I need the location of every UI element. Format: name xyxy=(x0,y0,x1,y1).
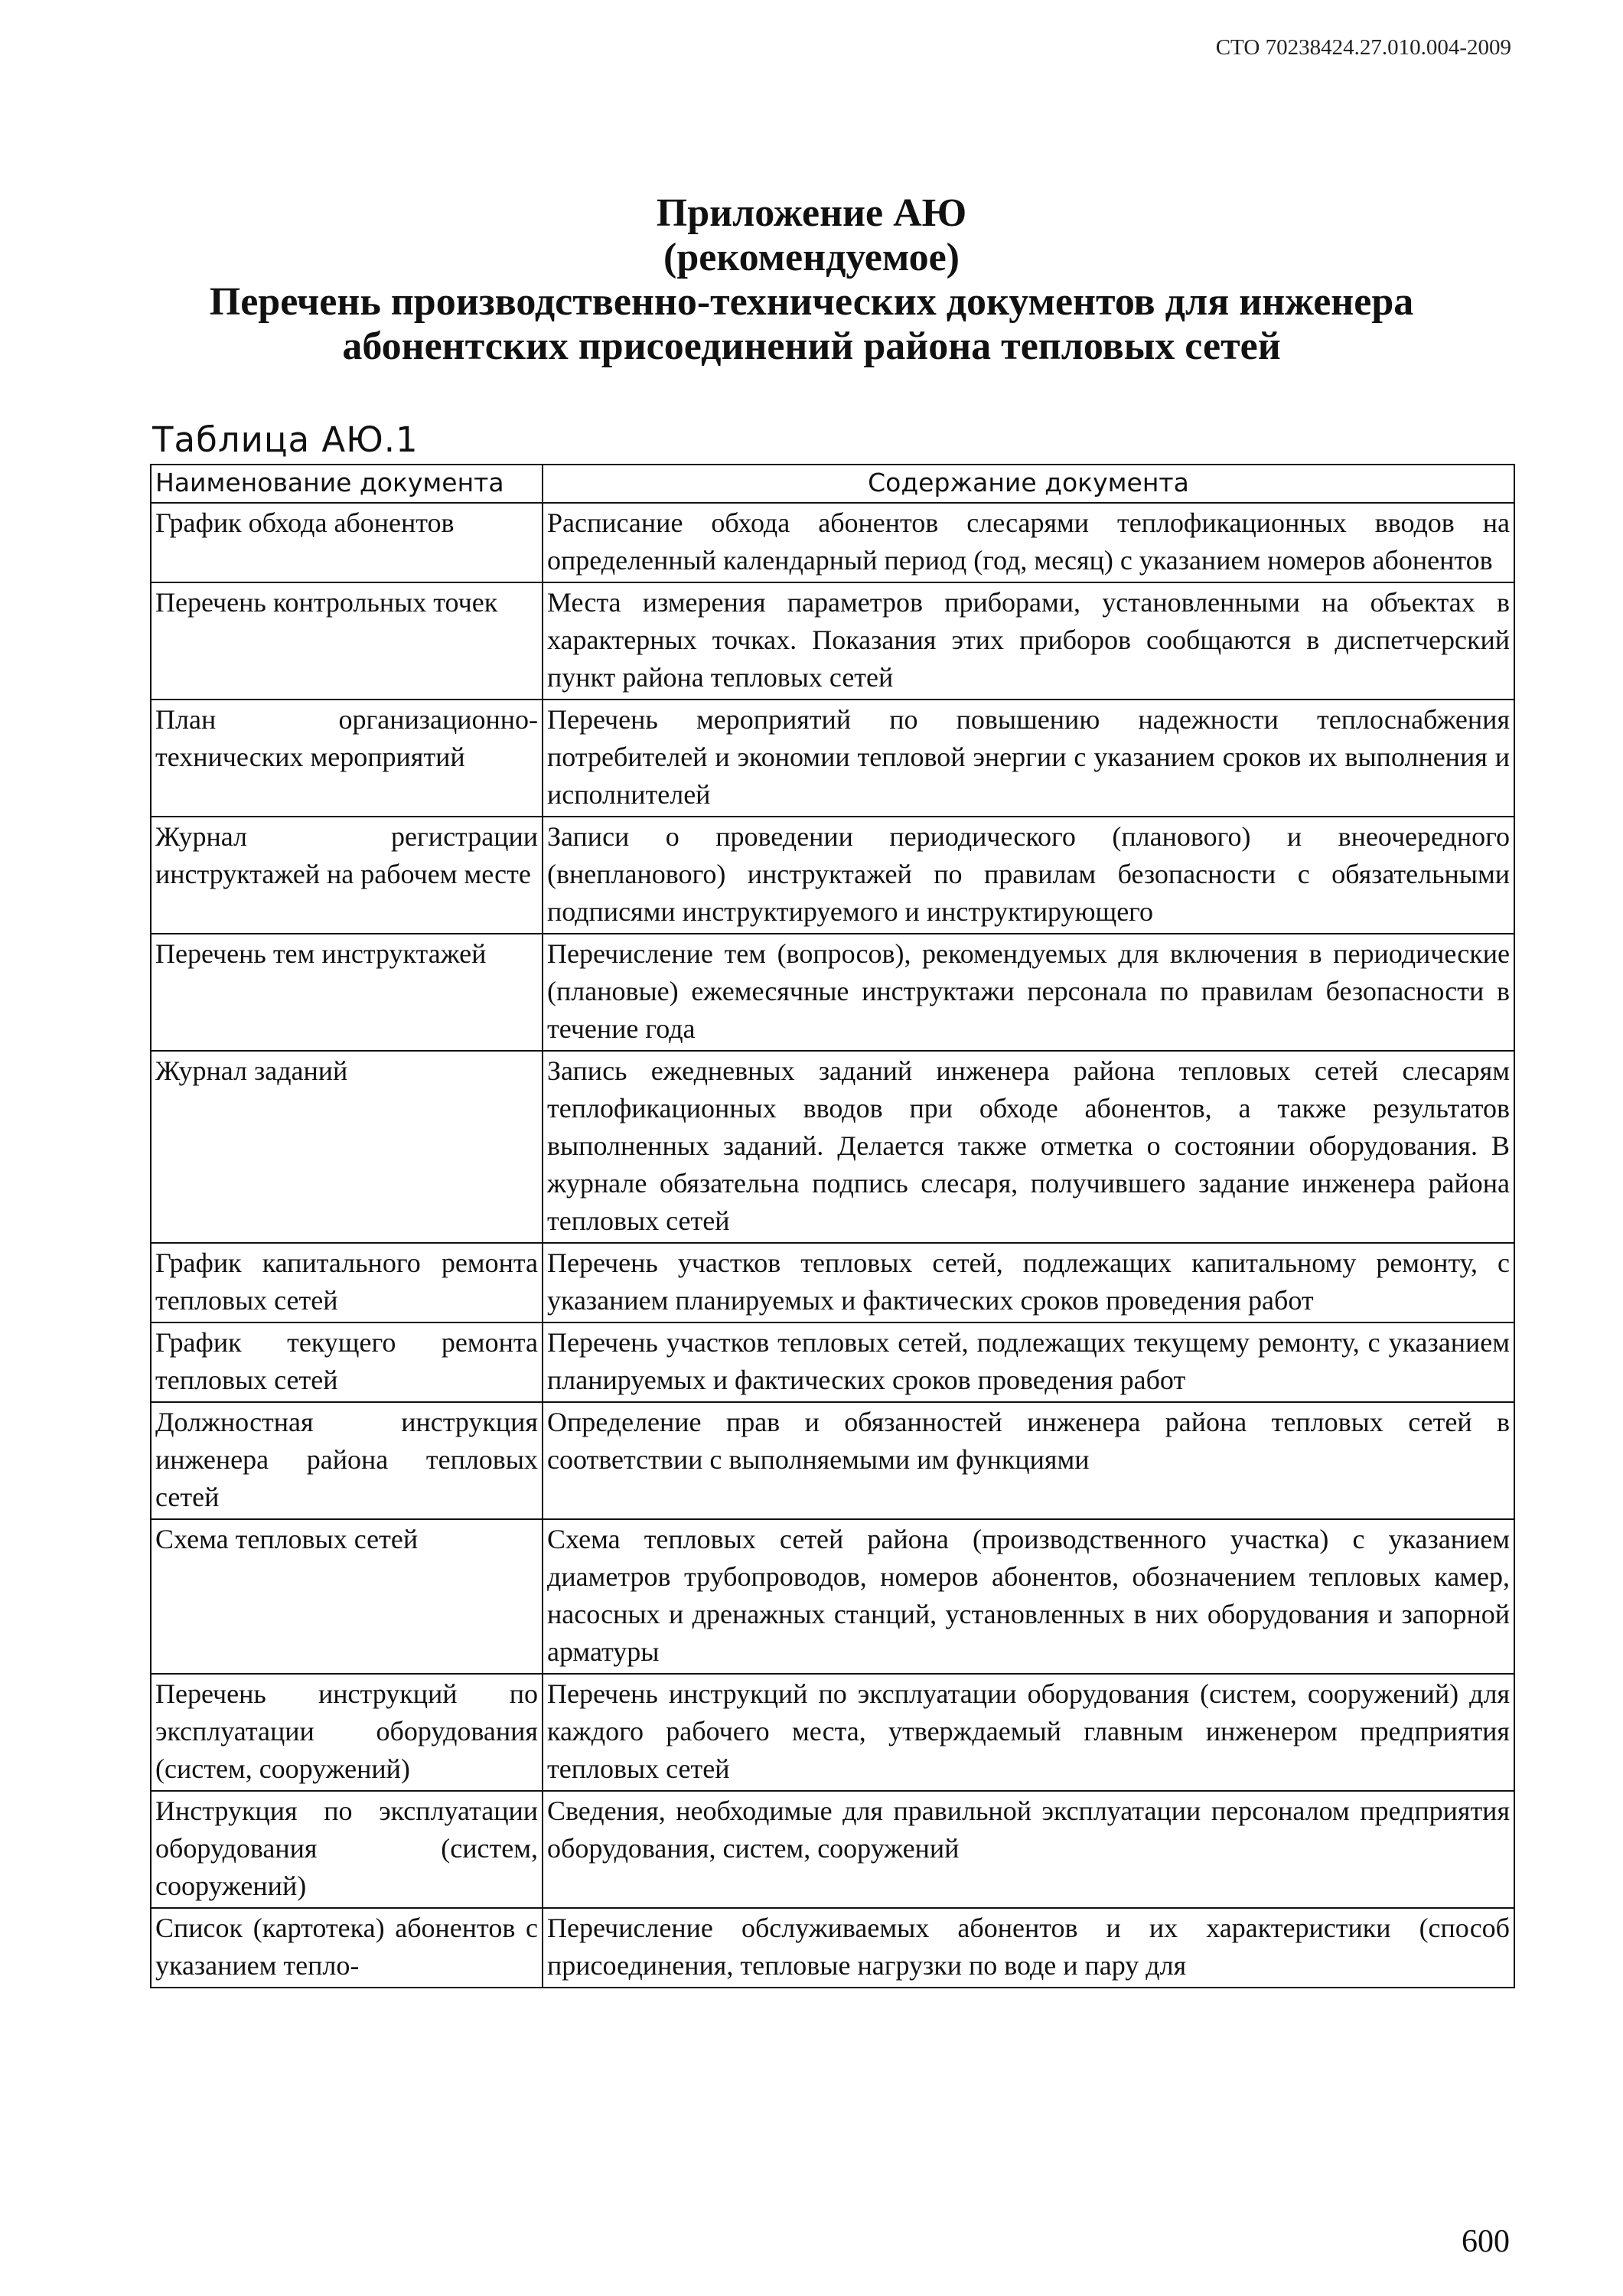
document-name-cell: План организационно-технических мероприятий xyxy=(151,700,543,817)
table-row xyxy=(151,817,1514,934)
document-name-cell: Должностная инструкция инженера района тепловых сетей xyxy=(151,1402,543,1519)
documents-table xyxy=(150,464,1515,1988)
table-row xyxy=(151,700,1514,817)
table-header-row xyxy=(151,465,1514,503)
document-name-cell: Перечень тем инструктажей xyxy=(151,934,543,1051)
document-content-cell: Записи о проведении периодического (планового) и внеочередного (внепланового) инструктажей по правилам безопасности с обязательными подписями инструктируемого и инструктирующего xyxy=(543,817,1514,934)
table-body xyxy=(151,503,1514,1988)
document-content-cell: Запись ежедневных заданий инженера района тепловых сетей слесарям теплофикационных вводов при обходе абонентов, а также результатов выполненных заданий. Делается также отметка о состоянии оборудования. В журнале обязательна подпись слесаря, получившего задание инженера района тепловых сетей xyxy=(543,1051,1514,1243)
page-number: 600 xyxy=(1462,2224,1510,2259)
document-content-cell: Сведения, необходимые для правильной эксплуатации персоналом предприятия оборудования, систем, сооружений xyxy=(543,1791,1514,1908)
appendix-heading-line: Перечень производственно-технических документов для инженера xyxy=(209,280,1414,324)
document-name-cell: График капитального ремонта тепловых сетей xyxy=(151,1243,543,1322)
appendix-subtitle-line: (рекомендуемое) xyxy=(663,236,960,279)
document-content-cell: Перечень участков тепловых сетей, подлежащих капитальному ремонту, с указанием планируемых и фактических сроков проведения работ xyxy=(543,1243,1514,1322)
document-content-cell: Расписание обхода абонентов слесарями теплофикационных вводов на определенный календарный период (год, месяц) с указанием номеров абонентов xyxy=(543,503,1514,582)
column-header-content: Содержание документа xyxy=(543,465,1514,503)
document-content-cell: Определение прав и обязанностей инженера района тепловых сетей в соответствии с выполняемыми им функциями xyxy=(543,1402,1514,1519)
table-row xyxy=(151,1519,1514,1674)
document-name-cell: Инструкция по эксплуатации оборудования (систем, сооружений) xyxy=(151,1791,543,1908)
document-content-cell: Перечень инструкций по эксплуатации оборудования (систем, сооружений) для каждого рабочего места, утверждаемый главным инженером предприятия тепловых сетей xyxy=(543,1674,1514,1791)
document-name-cell: График обхода абонентов xyxy=(151,503,543,582)
appendix-title-line: Приложение АЮ xyxy=(656,191,967,235)
document-name-cell: Журнал регистрации инструктажей на рабочем месте xyxy=(151,817,543,934)
table-row xyxy=(151,582,1514,700)
table-row xyxy=(151,1791,1514,1908)
document-content-cell: Перечисление тем (вопросов), рекомендуемых для включения в периодические (плановые) ежемесячные инструктажи персонала по правилам безопасности в течение года xyxy=(543,934,1514,1051)
document-content-cell: Места измерения параметров приборами, установленными на объектах в характерных точках. Показания этих приборов сообщаются в диспетчерский пункт района тепловых сетей xyxy=(543,582,1514,700)
appendix-title xyxy=(0,191,1623,369)
document-content-cell: Перечень мероприятий по повышению надежности теплоснабжения потребителей и экономии тепловой энергии с указанием сроков их выполнения и исполнителей xyxy=(543,700,1514,817)
table-row xyxy=(151,503,1514,582)
table-row xyxy=(151,1402,1514,1519)
table-caption: Таблица АЮ.1 xyxy=(152,419,419,460)
table-row xyxy=(151,1322,1514,1402)
document-content-cell: Перечень участков тепловых сетей, подлежащих текущему ремонту, с указанием планируемых и фактических сроков проведения работ xyxy=(543,1322,1514,1402)
document-name-cell: Перечень инструкций по эксплуатации оборудования (систем, сооружений) xyxy=(151,1674,543,1791)
document-code: СТО 70238424.27.010.004-2009 xyxy=(1215,35,1511,60)
table-row xyxy=(151,1908,1514,1988)
document-content-cell: Перечисление обслуживаемых абонентов и их характеристики (способ присоединения, тепловые нагрузки по воде и пару для xyxy=(543,1908,1514,1988)
document-name-cell: Схема тепловых сетей xyxy=(151,1519,543,1674)
column-header-name: Наименование документа xyxy=(151,465,543,503)
table-row xyxy=(151,1051,1514,1243)
document-content-cell: Схема тепловых сетей района (производственного участка) с указанием диаметров трубопроводов, номеров абонентов, обозначением тепловых камер, насосных и дренажных станций, установленных в них оборудования и запорной арматуры xyxy=(543,1519,1514,1674)
document-name-cell: График текущего ремонта тепловых сетей xyxy=(151,1322,543,1402)
appendix-heading-line: абонентских присоединений района тепловых сетей xyxy=(342,325,1281,368)
document-name-cell: Перечень контрольных точек xyxy=(151,582,543,700)
table-row xyxy=(151,1243,1514,1322)
table-row xyxy=(151,1674,1514,1791)
table-row xyxy=(151,934,1514,1051)
document-name-cell: Журнал заданий xyxy=(151,1051,543,1243)
document-name-cell: Список (картотека) абонентов с указанием тепло- xyxy=(151,1908,543,1988)
